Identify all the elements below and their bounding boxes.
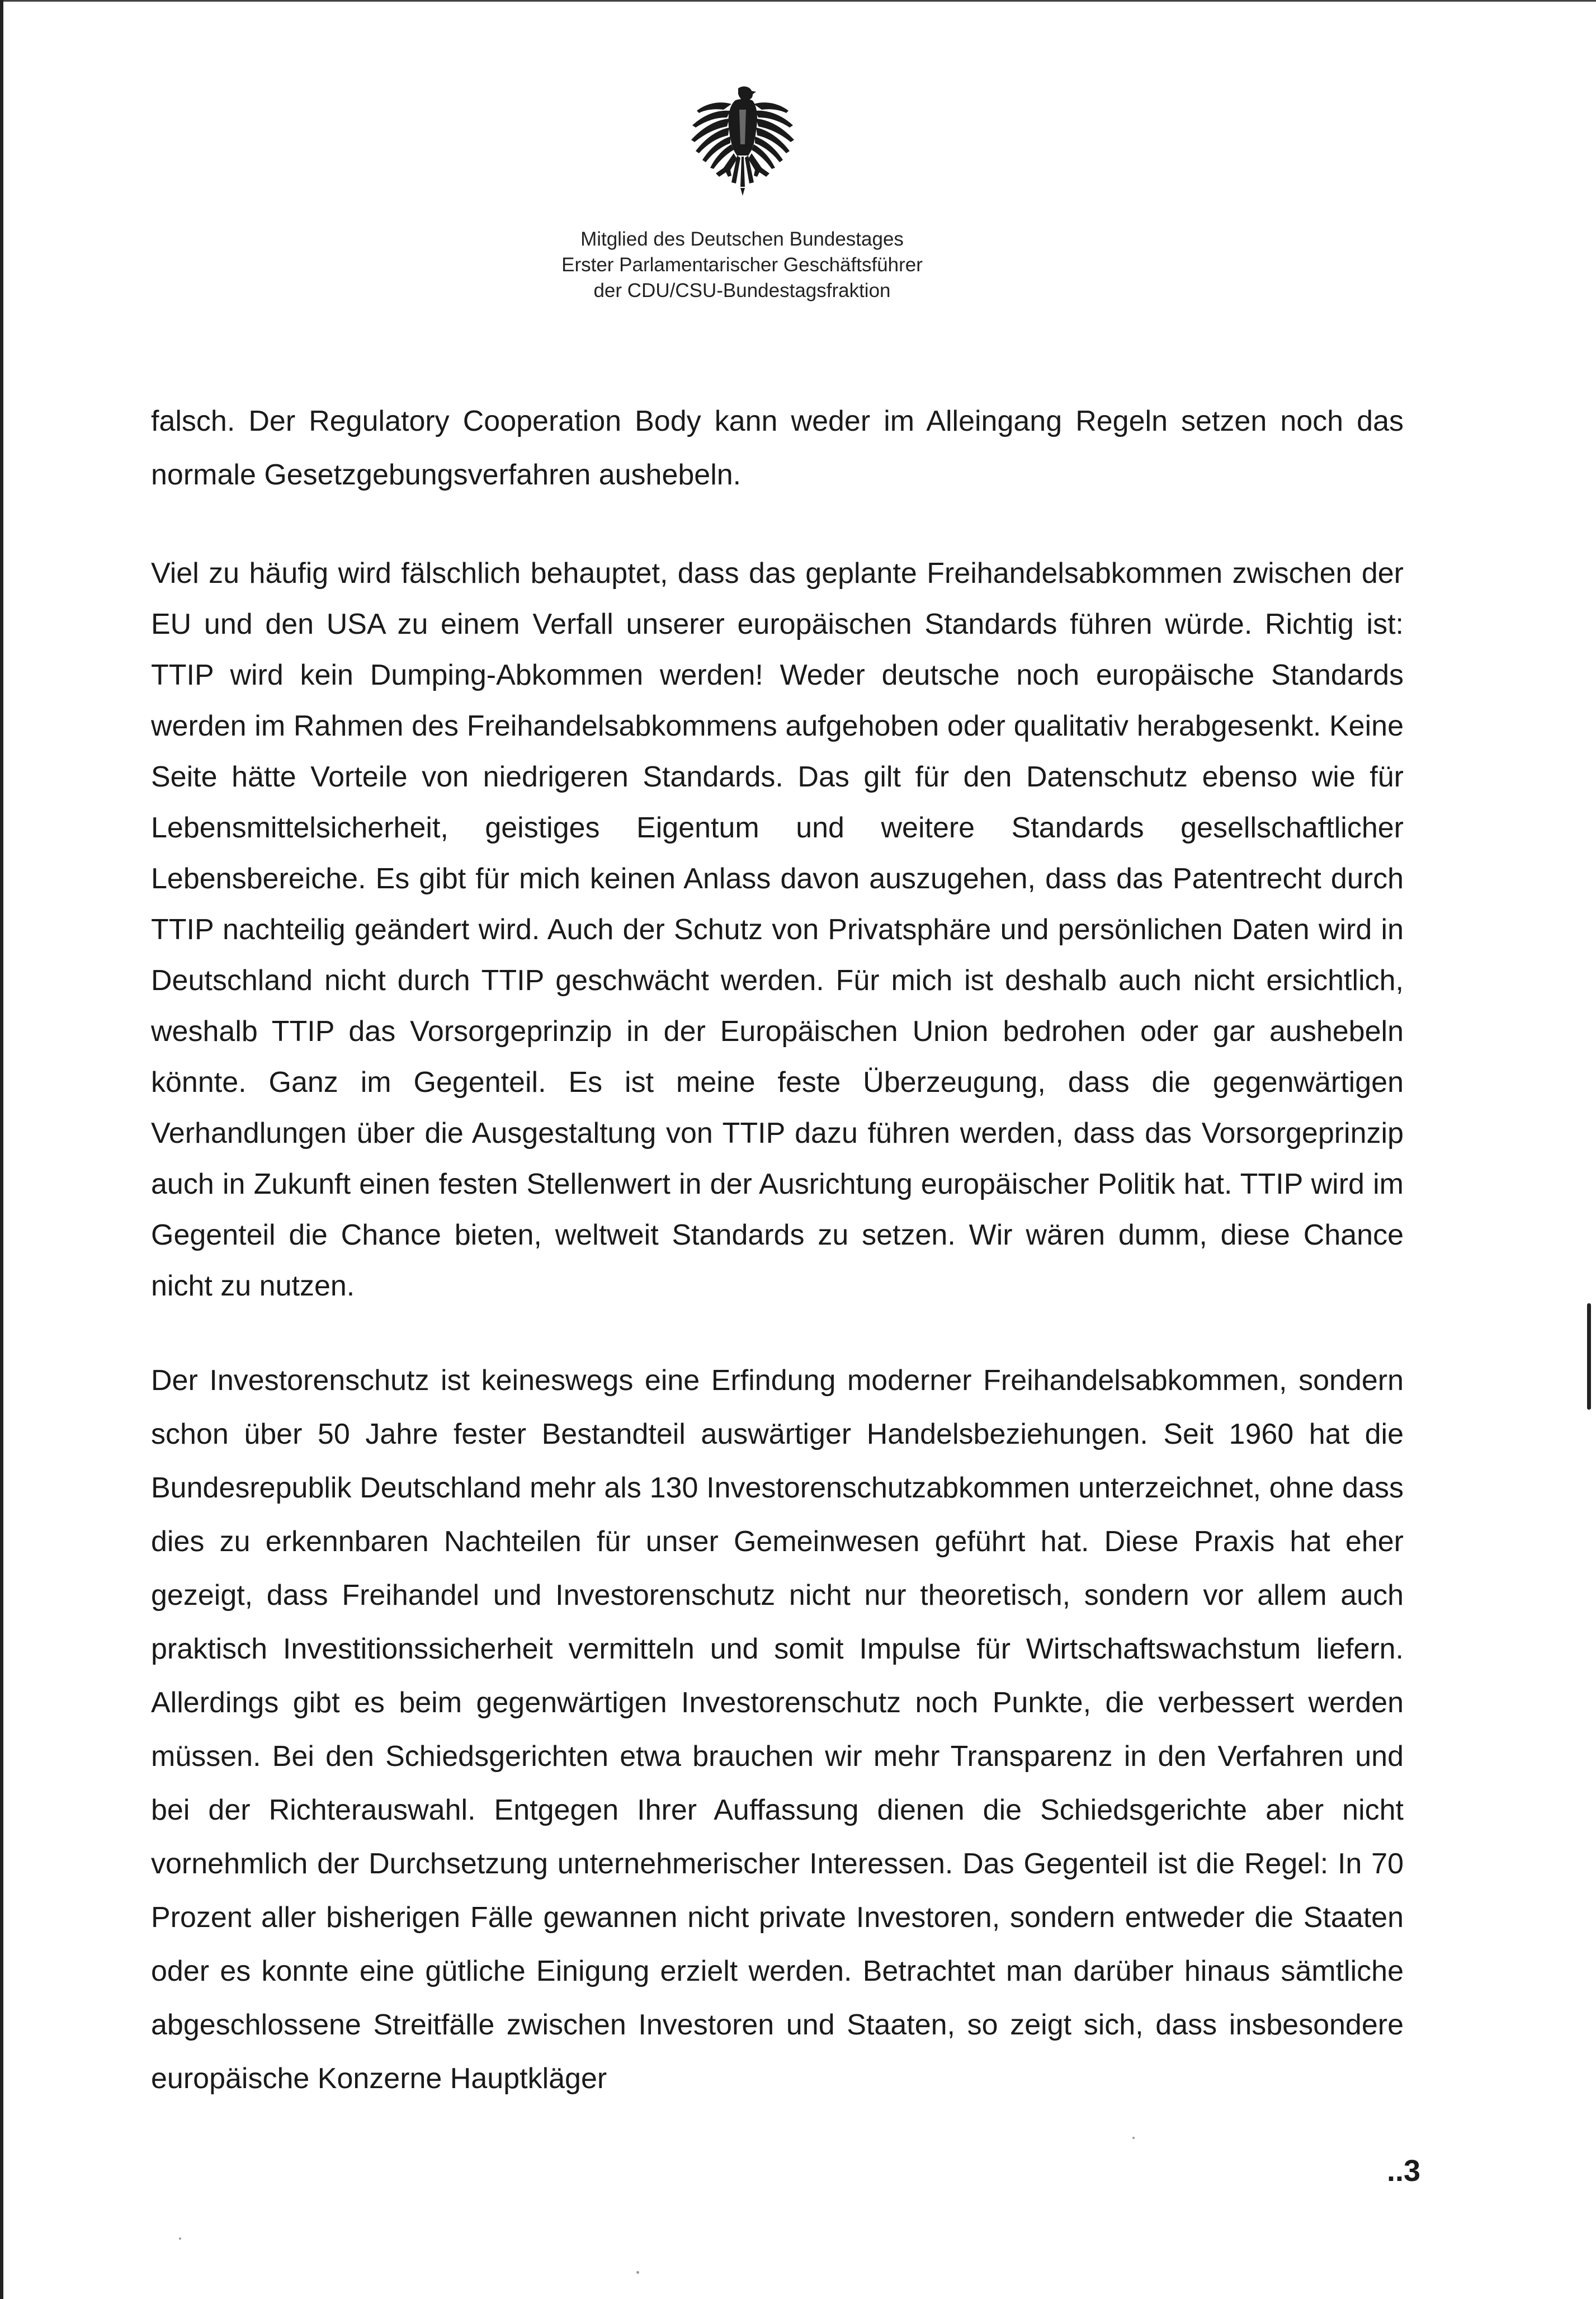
paragraph-text: falsch. Der Regulatory Cooperation Body kann weder im Alleingang Regeln setzen noch das normale Gesetzgebungsverfahren aushebeln. — [151, 405, 1404, 491]
paragraph-text: Der Investorenschutz ist keineswegs eine Erfindung moderner Freihandelsabkommen, sondern schon über 50 Jahre fester Bestandteil auswärtiger Handelsbeziehungen. Seit 1960 hat die Bundesrepublik Deutschland mehr als 130 Investorenschutzabkommen unterzeichnet, ohne dass dies zu erkennbaren Nachteilen für unser Gemeinwesen geführt hat. Diese Praxis hat eher gezeigt, dass Freihandel und Investorenschutz nicht nur theoretisch, sondern vor allem auch praktisch Investitionssicherheit vermitteln und somit Impulse für Wirtschaftswachstum liefern. Allerdings gibt es beim gegenwärtigen Investorenschutz noch Punkte, die verbessert werden müssen. Bei den Schiedsgerichten etwa brauchen wir mehr Transparenz in den Verfahren und bei der Richterauswahl. Entgegen Ihrer Auffassung dienen die Schiedsgerichte aber nicht vornehmlich der Durchsetzung unternehmerischer Interessen. Das Gegenteil ist die Regel: In 70 Prozent aller bisherigen Fälle gewannen nicht private Investoren, sondern entweder die Staaten oder es konnte eine gütliche Einigung erzielt werden. Betrachtet man darüber hinaus sämtliche abgeschlossene Streitfälle zwischen Investoren und Staaten, so zeigt sich, dass insbesondere europäische Konzerne Hauptkläger — [151, 1364, 1404, 2095]
letterhead-line-2: Erster Parlamentarischer Geschäftsführer — [561, 254, 923, 276]
scan-speck — [636, 2271, 639, 2274]
paragraph-text: Viel zu häufig wird fälschlich behauptet, dass das geplante Freihandelsabkommen zwischen der EU und den USA zu einem Verfall unserer europäischen Standards führen würde. Richtig ist: TTIP wird kein Dumping-Abkommen werden! Weder deutsche noch europäische Standards werden im Rahmen des Freihandelsabkommens aufgehoben oder qualitativ herabgesenkt. Keine Seite hätte Vorteile von niedrigeren Standards. Das gilt für den Datenschutz ebenso wie für Lebensmittelsicherheit, geistiges Eigentum und weitere Standards gesellschaftlicher Lebensbereiche. Es gibt für mich keinen Anlass davon auszugehen, dass das Patentrecht durch TTIP nachteilig geändert wird. Auch der Schutz von Privatsphäre und persönlichen Daten wird in Deutschland nicht durch TTIP geschwächt werden. Für mich ist deshalb auch nicht ersichtlich, weshalb TTIP das Vorsorgeprinzip in der Europäischen Union bedrohen oder gar aushebeln könnte. Ganz im Gegenteil. Es ist meine feste Überzeugung, dass die gegenwärtigen Verhandlungen über die Ausgestaltung von TTIP dazu führen werden, dass das Vorsorgeprinzip auch in Zukunft einen festen Stellenwert in der Ausrichtung europäischer Politik hat. TTIP wird im Gegenteil die Chance bieten, weltweit Standards zu setzen. Wir wären dumm, diese Chance nicht zu nutzen. — [151, 557, 1404, 1302]
scan-speck — [179, 2237, 181, 2240]
paragraph-standards — [151, 548, 1404, 1312]
letterhead-line-3: der CDU/CSU-Bundestagsfraktion — [593, 280, 891, 301]
scan-edge-left — [0, 0, 3, 2299]
letterhead-line-1: Mitglied des Deutschen Bundestages — [580, 228, 904, 250]
scan-mark-right — [1587, 1303, 1591, 1410]
paragraph-regulatory-cooperation — [151, 394, 1404, 502]
scan-edge-top — [0, 0, 1596, 2]
page-continuation-marker: ..3 — [1386, 2154, 1420, 2188]
federal-eagle-emblem-icon — [687, 84, 799, 205]
scan-speck — [1132, 2137, 1135, 2139]
letterhead — [462, 227, 1022, 304]
paragraph-investor-protection — [151, 1354, 1404, 2105]
